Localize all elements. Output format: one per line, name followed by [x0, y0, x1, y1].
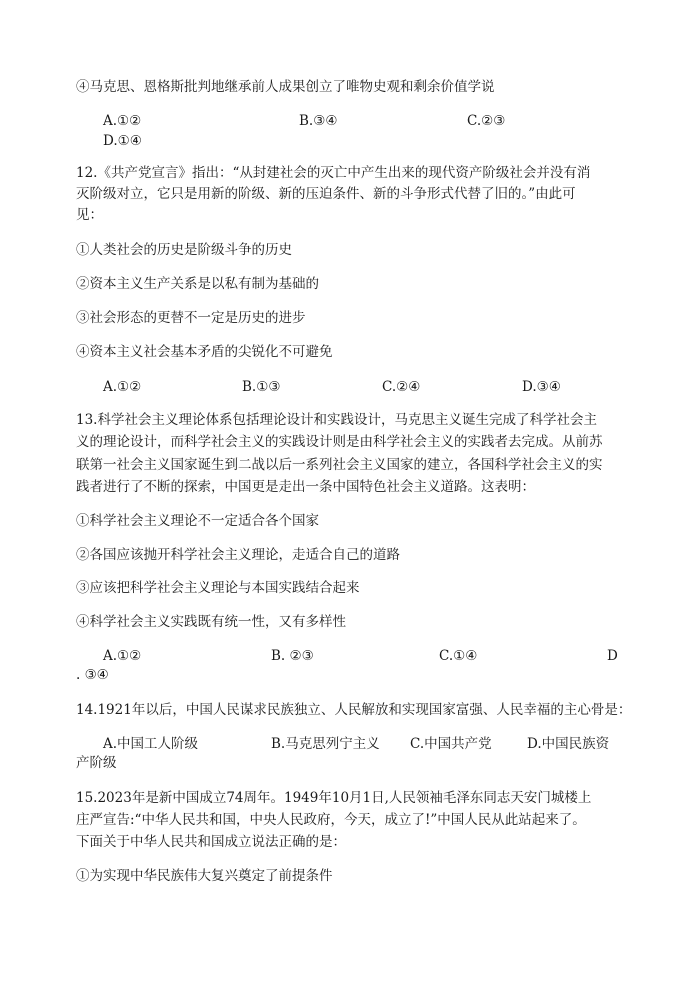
question-stem-line: 庄严宣告:“中华人民共和国，中央人民政府，今天，成立了!”中国人民从此站起来了。: [76, 812, 586, 828]
option-a[interactable]: A.中国工人阶级: [103, 736, 199, 752]
question-stem-line: 14.1921年以后，中国人民谋求民族独立、人民解放和实现国家富强、人民幸福的主心骨是：: [76, 702, 632, 718]
statement-line: ③应该把科学社会主义理论与本国实践结合起来: [76, 580, 360, 596]
option-wrap-line: . ③④: [76, 667, 109, 683]
option-a[interactable]: A.①②: [103, 379, 142, 395]
question-stem-line: 践者进行了不断的探索，中国更是走出一条中国特色社会主义道路。这表明：: [76, 479, 535, 495]
question-stem-line: 13.科学社会主义理论体系包括理论设计和实践设计，马克思主义诞生完成了科学社会主: [76, 412, 597, 428]
option-d[interactable]: D: [607, 648, 618, 664]
question-stem-line: 联第一社会主义国家诞生到二战以后一系列社会主义国家的建立，各国科学社会主义的实: [76, 457, 603, 473]
question-stem-line: 15.2023年是新中国成立74周年。1949年10月1日,人民领袖毛泽东同志天安门城楼上: [76, 790, 592, 806]
option-b[interactable]: B. ②③: [271, 648, 314, 664]
option-wrap-line: 产阶级: [76, 755, 117, 771]
option-b[interactable]: B.③④: [299, 113, 338, 129]
statement-line: ④马克思、恩格斯批判地继承前人成果创立了唯物史观和剩余价值学说: [76, 79, 495, 95]
statement-line: ④资本主义社会基本矛盾的尖锐化不可避免: [76, 344, 333, 360]
option-c[interactable]: C.②④: [382, 379, 421, 395]
statement-line: ②资本主义生产关系是以私有制为基础的: [76, 276, 319, 292]
question-stem-line: 见：: [76, 207, 103, 223]
question-stem-line: 灭阶级对立，它只是用新的阶级、新的压迫条件、新的斗争形式代替了旧的。”由此可: [76, 186, 576, 202]
statement-line: ④科学社会主义实践既有统一性，又有多样性: [76, 614, 346, 630]
statement-line: ①科学社会主义理论不一定适合各个国家: [76, 513, 319, 529]
option-a[interactable]: A.①②: [103, 648, 142, 664]
statement-line: ②各国应该抛开科学社会主义理论，走适合自己的道路: [76, 547, 400, 563]
option-d[interactable]: D.中国民族资: [527, 736, 610, 752]
option-c[interactable]: C.①④: [439, 648, 478, 664]
option-d[interactable]: D.③④: [522, 379, 561, 395]
question-stem-line: 义的理论设计，而科学社会主义的实践设计则是由科学社会主义的实践者去完成。从前苏: [76, 434, 603, 450]
option-c[interactable]: C.②③: [467, 113, 506, 129]
option-b[interactable]: B.①③: [242, 379, 281, 395]
option-c[interactable]: C.中国共产党: [410, 736, 492, 752]
option-d[interactable]: D.①④: [103, 133, 142, 149]
option-a[interactable]: A.①②: [103, 113, 142, 129]
statement-line: ①人类社会的历史是阶级斗争的历史: [76, 242, 292, 258]
statement-line: ①为实现中华民族伟大复兴奠定了前提条件: [76, 868, 333, 884]
option-b[interactable]: B.马克思列宁主义: [271, 736, 380, 752]
question-stem-line: 下面关于中华人民共和国成立说法正确的是：: [76, 834, 346, 850]
question-stem-line: 12.《共产党宣言》指出：“从封建社会的灭亡中产生出来的现代资产阶级社会并没有消: [76, 165, 591, 181]
statement-line: ③社会形态的更替不一定是历史的进步: [76, 310, 306, 326]
